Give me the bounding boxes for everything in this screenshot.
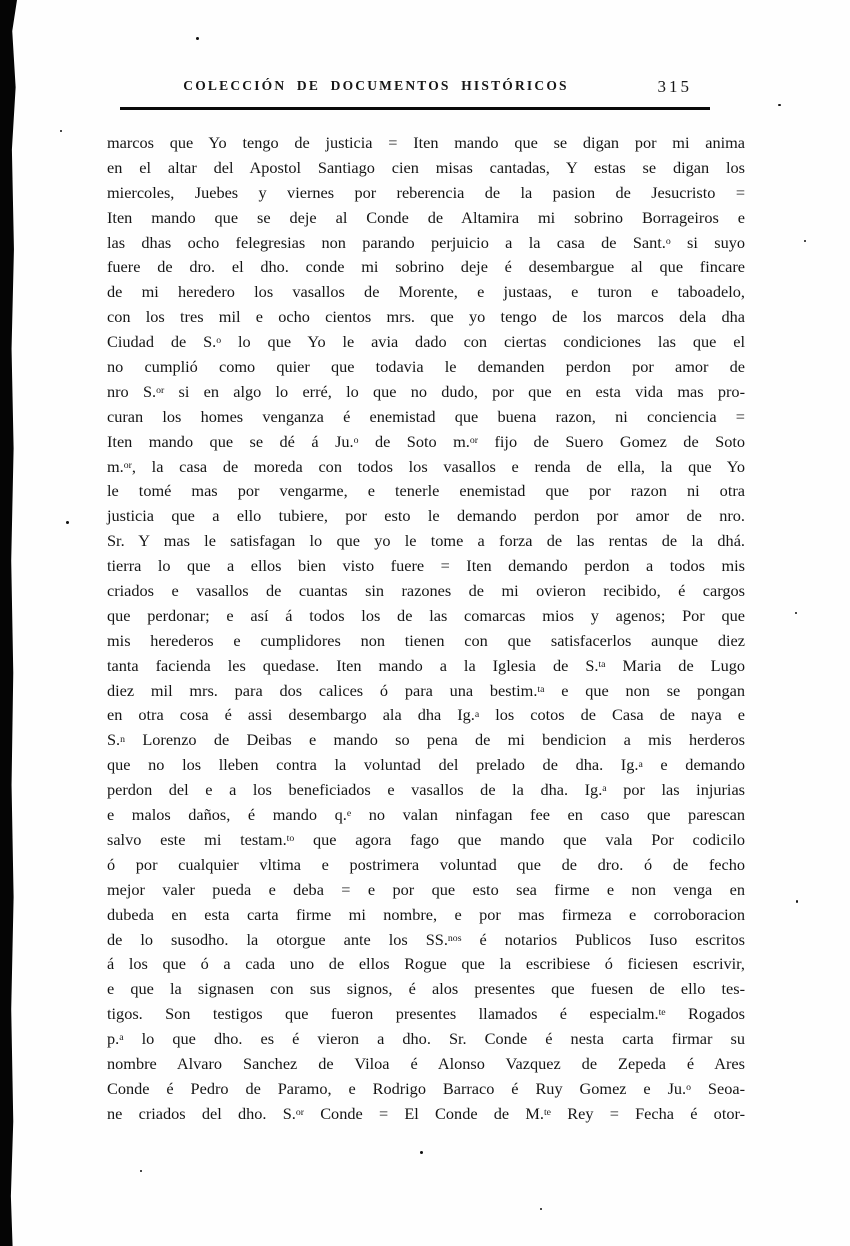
text-line: dubeda en esta carta firme mi nombre, e por mas firmeza e corroboracion xyxy=(107,904,745,924)
text-line: diez mil mrs. para dos calices ó para una bestim.$^{ta}$ e que non se pongan xyxy=(107,680,745,700)
text-line: de mi heredero los vasallos de Morente, e justaas, e turon e taboadelo, xyxy=(107,282,745,302)
text-line: miercoles, Juebes y viernes por reberencia de la pasion de Jesucristo = xyxy=(107,182,745,202)
text-line: tierra lo que a ellos bien visto fuere = Iten demando perdon a todos mis xyxy=(107,556,745,576)
scan-speckle xyxy=(60,130,62,132)
scan-speckle xyxy=(804,240,806,242)
text-line: que no los lleben contra la voluntad del prelado de dha. Ig.$^a$ e demando xyxy=(107,755,745,775)
scan-speckle xyxy=(796,900,798,903)
text-line: que perdonar; e así á todos los de las comarcas mios y agenos; Por que xyxy=(107,605,745,625)
scan-speckle xyxy=(196,37,199,40)
text-line: Ciudad de S.$^o$ lo que Yo le avia dado con ciertas condiciones las que el xyxy=(107,332,745,352)
text-line: le tomé mas por vengarme, e tenerle enemistad que por razon ni otra xyxy=(107,481,745,501)
text-line: p.$^a$ lo que dho. es é vieron a dho. Sr. Conde é nesta carta firmar su xyxy=(107,1029,745,1049)
text-line: no cumplió como quier que todavia le demanden perdon por amor de xyxy=(107,357,745,377)
scan-speckle xyxy=(778,104,781,106)
running-title: COLECCIÓN DE DOCUMENTOS HISTÓRICOS xyxy=(183,78,569,93)
text-line: las dhas ocho felegresias non parando perjuicio a la casa de Sant.$^o$ si suyo xyxy=(107,232,745,252)
text-line: ó por cualquier vltima e postrimera voluntad que de dro. ó de fecho xyxy=(107,854,745,874)
text-line: S.$^n$ Lorenzo de Deibas e mando so pena de mi bendicion a mis herderos xyxy=(107,730,745,750)
text-line: e malos daños, é mando q.$^e$ no valan ninfagan fee en caso que parescan xyxy=(107,805,746,825)
text-line: en otra cosa é assi desembargo ala dha Ig.$^a$ los cotos de Casa de naya e xyxy=(107,705,746,725)
scan-speckle xyxy=(66,521,69,524)
text-line: justicia que a ello tubiere, por esto le demando perdon por amor de nro. xyxy=(107,506,745,526)
text-line: nombre Alvaro Sanchez de Viloa é Alonso Vazquez de Zepeda é Ares xyxy=(107,1053,745,1073)
text-line: e que la signasen con sus signos, é alos presentes que fuesen de ello tes- xyxy=(107,979,745,999)
text-line: Iten mando que se dé á Ju.$^o$ de Soto m.$^{or}$ fijo de Suero Gomez de Soto xyxy=(107,431,745,451)
text-line: perdon del e a los beneficiados e vasallos de la dha. Ig.$^a$ por las injurias xyxy=(107,780,746,800)
header-rule xyxy=(120,107,710,110)
scan-speckle xyxy=(540,1208,542,1210)
document-lines xyxy=(107,131,745,1127)
text-line: en el altar del Apostol Santiago cien misas cantadas, Y estas se digan los xyxy=(107,157,745,177)
text-line: de lo susodho. la otorgue ante los SS.$^{nos}$ é notarios Publicos Iuso escritos xyxy=(107,929,745,949)
scan-speckle xyxy=(420,1151,423,1154)
text-line: ne criados del dho. S.$^{or}$ Conde = El Conde de M.$^{te}$ Rey = Fecha é otor- xyxy=(107,1103,746,1123)
text-line: con los tres mil e ocho cientos mrs. que yo tengo de los marcos dela dha xyxy=(107,307,745,327)
scan-speckle xyxy=(795,612,797,614)
text-line: curan los homes venganza é enemistad que buena razon, ni conciencia = xyxy=(107,406,745,426)
text-line: mis herederos e cumplidores non tienen con que satisfacerlos aunque diez xyxy=(107,630,745,650)
text-line: tigos. Son testigos que fueron presentes llamados é especialm.$^{te}$ Rogados xyxy=(107,1004,745,1024)
text-line: marcos que Yo tengo de justicia = Iten mando que se digan por mi anima xyxy=(107,133,745,152)
text-line: Sr. Y mas le satisfagan lo que yo le tome a forza de las rentas de la dhá. xyxy=(107,531,745,551)
text-line: Conde é Pedro de Paramo, e Rodrigo Barraco é Ruy Gomez e Ju.$^o$ Seoa- xyxy=(107,1078,745,1098)
text-line: Iten mando que se deje al Conde de Altamira mi sobrino Borrageiros e xyxy=(107,207,745,227)
text-line: tanta facienda les quedase. Iten mando a la Iglesia de S.$^{ta}$ Maria de Lugo xyxy=(107,655,746,675)
text-line: criados e vasallos de cuantas sin razones de mi ovieron recibido, é cargos xyxy=(107,581,745,601)
page-number: 315 xyxy=(657,77,692,96)
binding-edge xyxy=(0,0,17,1246)
text-line: salvo este mi testam.$^{to}$ que agora fago que mando que vala Por codicilo xyxy=(107,829,745,849)
text-line: á los que ó a cada uno de ellos Rogue que la escribiese ó ficiesen escrivir, xyxy=(107,954,745,974)
text-line: m.$^{or}$, la casa de moreda con todos los vasallos e renda de ella, la que Yo xyxy=(107,456,745,476)
text-line: nro S.$^{or}$ si en algo lo erré, lo que no dudo, por que en esta vida mas pro- xyxy=(107,381,745,401)
scan-speckle xyxy=(140,1170,142,1172)
text-line: fuere de dro. el dho. conde mi sobrino deje é desembargue al que fincare xyxy=(107,257,745,277)
page-header xyxy=(120,78,710,104)
text-line: mejor valer pueda e deba = e por que esto sea firme e non venga en xyxy=(107,879,745,899)
